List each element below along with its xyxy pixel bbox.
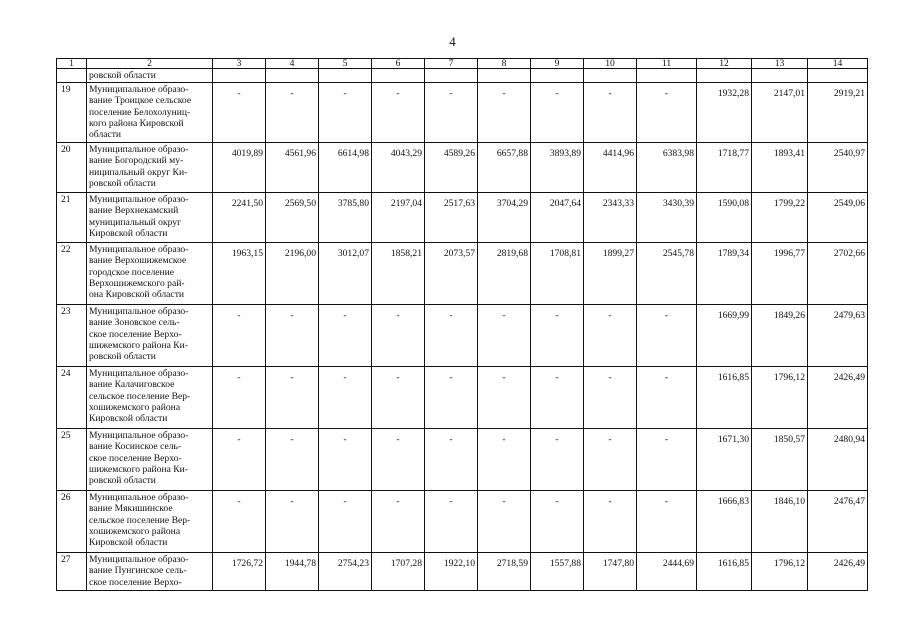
value-cell-col-9: 1708,81: [531, 243, 584, 305]
value-cell-col-5: 2754,23: [319, 553, 372, 591]
municipality-name: Муниципальное образо- вание Верхнекамский муниципальный округ Кировской области: [87, 193, 213, 243]
value-cell-col-10: -: [584, 83, 637, 143]
value-cell-col-13: 1796,12: [752, 367, 808, 429]
value-cell-col-8: -: [478, 429, 531, 491]
value-cell-col-4: -: [266, 491, 319, 553]
value-cell-col-8: -: [478, 305, 531, 367]
value-cell-col-5: 3012,07: [319, 243, 372, 305]
municipality-name: Муниципальное образо- вание Троицкое сельское поселение Белохолуниц- кого района Кировской области: [87, 83, 213, 143]
value-cell-col-13: 1799,22: [752, 193, 808, 243]
value-cell-col-10: 2343,33: [584, 193, 637, 243]
value-cell-col-7: -: [425, 367, 478, 429]
row-number: 19: [57, 83, 87, 143]
column-header-10: 10: [584, 59, 637, 69]
column-header-5: 5: [319, 59, 372, 69]
table-row: [57, 367, 868, 429]
value-cell-col-14: 2479,63: [808, 305, 868, 367]
value-cell-col-13: 1846,10: [752, 491, 808, 553]
row-number: 23: [57, 305, 87, 367]
column-header-8: 8: [478, 59, 531, 69]
value-cell-col-5: -: [319, 83, 372, 143]
value-cell-col-4: -: [266, 429, 319, 491]
table-row: [57, 193, 868, 243]
row-number: 27: [57, 553, 87, 591]
value-cell-col-12: 1718,77: [697, 143, 752, 193]
value-cell-col-9: -: [531, 305, 584, 367]
continuation-cell-index: [57, 69, 87, 83]
value-cell-col-13: 1796,12: [752, 553, 808, 591]
value-cell-col-4: 4561,96: [266, 143, 319, 193]
value-cell-col-3: -: [213, 491, 266, 553]
value-cell-col-12: 1666,83: [697, 491, 752, 553]
row-number: 25: [57, 429, 87, 491]
value-cell-col-3: -: [213, 429, 266, 491]
column-header-9: 9: [531, 59, 584, 69]
table-row: [57, 143, 868, 193]
value-cell-col-10: -: [584, 305, 637, 367]
table-row: [57, 553, 868, 591]
value-cell-col-3: 2241,50: [213, 193, 266, 243]
value-cell-col-7: -: [425, 83, 478, 143]
value-cell-col-3: 1963,15: [213, 243, 266, 305]
continuation-cell-name: ровской области: [87, 69, 213, 83]
value-cell-col-4: -: [266, 305, 319, 367]
value-cell-col-7: 2073,57: [425, 243, 478, 305]
value-cell-col-3: 4019,89: [213, 143, 266, 193]
column-header-14: 14: [808, 59, 868, 69]
column-header-4: 4: [266, 59, 319, 69]
value-cell-col-10: -: [584, 429, 637, 491]
value-cell-col-6: 4043,29: [372, 143, 425, 193]
value-cell-col-4: 2569,50: [266, 193, 319, 243]
value-cell-col-14: 2476,47: [808, 491, 868, 553]
column-header-3: 3: [213, 59, 266, 69]
column-header-7: 7: [425, 59, 478, 69]
value-cell-col-5: 3785,80: [319, 193, 372, 243]
value-cell-col-11: -: [637, 429, 697, 491]
value-cell-col-11: 2545,78: [637, 243, 697, 305]
value-cell-col-8: 3704,29: [478, 193, 531, 243]
value-cell-col-5: -: [319, 491, 372, 553]
value-cell-col-7: -: [425, 429, 478, 491]
value-cell-col-5: -: [319, 367, 372, 429]
column-header-6: 6: [372, 59, 425, 69]
value-cell-col-8: -: [478, 83, 531, 143]
value-cell-col-13: 1849,26: [752, 305, 808, 367]
value-cell-col-8: 6657,88: [478, 143, 531, 193]
value-cell-col-13: 1893,41: [752, 143, 808, 193]
value-cell-col-14: 2540,97: [808, 143, 868, 193]
value-cell-col-10: 1899,27: [584, 243, 637, 305]
value-cell-col-11: 2444,69: [637, 553, 697, 591]
value-cell-col-12: 1590,08: [697, 193, 752, 243]
value-cell-col-5: 6614,98: [319, 143, 372, 193]
value-cell-col-3: -: [213, 83, 266, 143]
row-number: 24: [57, 367, 87, 429]
value-cell-col-12: 1671,30: [697, 429, 752, 491]
value-cell-col-10: -: [584, 491, 637, 553]
value-cell-col-13: 1850,57: [752, 429, 808, 491]
value-cell-col-6: -: [372, 429, 425, 491]
municipality-name: Муниципальное образо- вание Богородский му- ниципальный округ Ки- ровской области: [87, 143, 213, 193]
value-cell-col-11: -: [637, 305, 697, 367]
value-cell-col-11: -: [637, 491, 697, 553]
municipality-name: Муниципальное образо- вание Зоновское сель- ское поселение Верхо- шижемского района Ки- ровской области: [87, 305, 213, 367]
value-cell-col-14: 2919,21: [808, 83, 868, 143]
table-row: [57, 305, 868, 367]
value-cell-col-3: -: [213, 367, 266, 429]
value-cell-col-7: 1922,10: [425, 553, 478, 591]
value-cell-col-8: -: [478, 491, 531, 553]
column-header-1: 1: [57, 59, 87, 69]
municipality-name: Муниципальное образо- вание Косинское сель- ское поселение Верхо- шижемского района Ки- ровской области: [87, 429, 213, 491]
value-cell-col-4: -: [266, 83, 319, 143]
value-cell-col-14: 2549,06: [808, 193, 868, 243]
municipality-name: Муниципальное образо- вание Верхошижемское городское поселение Верхошижемского рай- она Кировской области: [87, 243, 213, 305]
row-number: 21: [57, 193, 87, 243]
value-cell-col-9: -: [531, 429, 584, 491]
value-cell-col-3: -: [213, 305, 266, 367]
value-cell-col-14: 2702,66: [808, 243, 868, 305]
value-cell-col-12: 1616,85: [697, 553, 752, 591]
table-row: [57, 83, 868, 143]
value-cell-col-4: -: [266, 367, 319, 429]
column-header-12: 12: [697, 59, 752, 69]
value-cell-col-9: -: [531, 367, 584, 429]
value-cell-col-7: 4589,26: [425, 143, 478, 193]
municipality-name: Муниципальное образо- вание Мякишинское сельское поселение Вер- хошижемского района Кировской области: [87, 491, 213, 553]
value-cell-col-12: 1789,34: [697, 243, 752, 305]
value-cell-col-10: 1747,80: [584, 553, 637, 591]
value-cell-col-14: 2426,49: [808, 553, 868, 591]
value-cell-col-6: 1858,21: [372, 243, 425, 305]
value-cell-col-9: 1557,88: [531, 553, 584, 591]
value-cell-col-7: 2517,63: [425, 193, 478, 243]
municipality-name: Муниципальное образо- вание Калачиговское сельское поселение Вер- хошижемского района Кировской области: [87, 367, 213, 429]
value-cell-col-11: 6383,98: [637, 143, 697, 193]
municipality-name: Муниципальное образо- вание Пунгинское сель- ское поселение Верхо-: [87, 553, 213, 591]
value-cell-col-13: 2147,01: [752, 83, 808, 143]
row-number: 26: [57, 491, 87, 553]
value-cell-col-12: 1669,99: [697, 305, 752, 367]
table-row: [57, 243, 868, 305]
column-header-2: 2: [87, 59, 213, 69]
value-cell-col-12: 1616,85: [697, 367, 752, 429]
value-cell-col-6: 2197,04: [372, 193, 425, 243]
value-cell-col-9: 3893,89: [531, 143, 584, 193]
value-cell-col-9: 2047,64: [531, 193, 584, 243]
value-cell-col-7: -: [425, 305, 478, 367]
column-header-11: 11: [637, 59, 697, 69]
value-cell-col-8: 2718,59: [478, 553, 531, 591]
table-row: [57, 491, 868, 553]
column-header-13: 13: [752, 59, 808, 69]
value-cell-col-6: -: [372, 491, 425, 553]
value-cell-col-10: 4414,96: [584, 143, 637, 193]
value-cell-col-12: 1932,28: [697, 83, 752, 143]
table-body: [57, 59, 868, 591]
value-cell-col-6: -: [372, 367, 425, 429]
tariff-table: [56, 58, 868, 591]
value-cell-col-11: 3430,39: [637, 193, 697, 243]
value-cell-col-5: -: [319, 429, 372, 491]
value-cell-col-6: 1707,28: [372, 553, 425, 591]
row-number: 22: [57, 243, 87, 305]
value-cell-col-11: -: [637, 367, 697, 429]
value-cell-col-13: 1996,77: [752, 243, 808, 305]
value-cell-col-8: 2819,68: [478, 243, 531, 305]
value-cell-col-14: 2480,94: [808, 429, 868, 491]
value-cell-col-8: -: [478, 367, 531, 429]
value-cell-col-6: -: [372, 305, 425, 367]
value-cell-col-6: -: [372, 83, 425, 143]
value-cell-col-4: 2196,00: [266, 243, 319, 305]
value-cell-col-5: -: [319, 305, 372, 367]
table-row: [57, 429, 868, 491]
column-number-header-row: [57, 59, 868, 69]
value-cell-col-3: 1726,72: [213, 553, 266, 591]
value-cell-col-14: 2426,49: [808, 367, 868, 429]
value-cell-col-9: -: [531, 491, 584, 553]
row-number: 20: [57, 143, 87, 193]
value-cell-col-11: -: [637, 83, 697, 143]
value-cell-col-9: -: [531, 83, 584, 143]
value-cell-col-10: -: [584, 367, 637, 429]
value-cell-col-7: -: [425, 491, 478, 553]
value-cell-col-4: 1944,78: [266, 553, 319, 591]
page-number: 4: [449, 34, 456, 49]
continuation-row: [57, 69, 868, 83]
